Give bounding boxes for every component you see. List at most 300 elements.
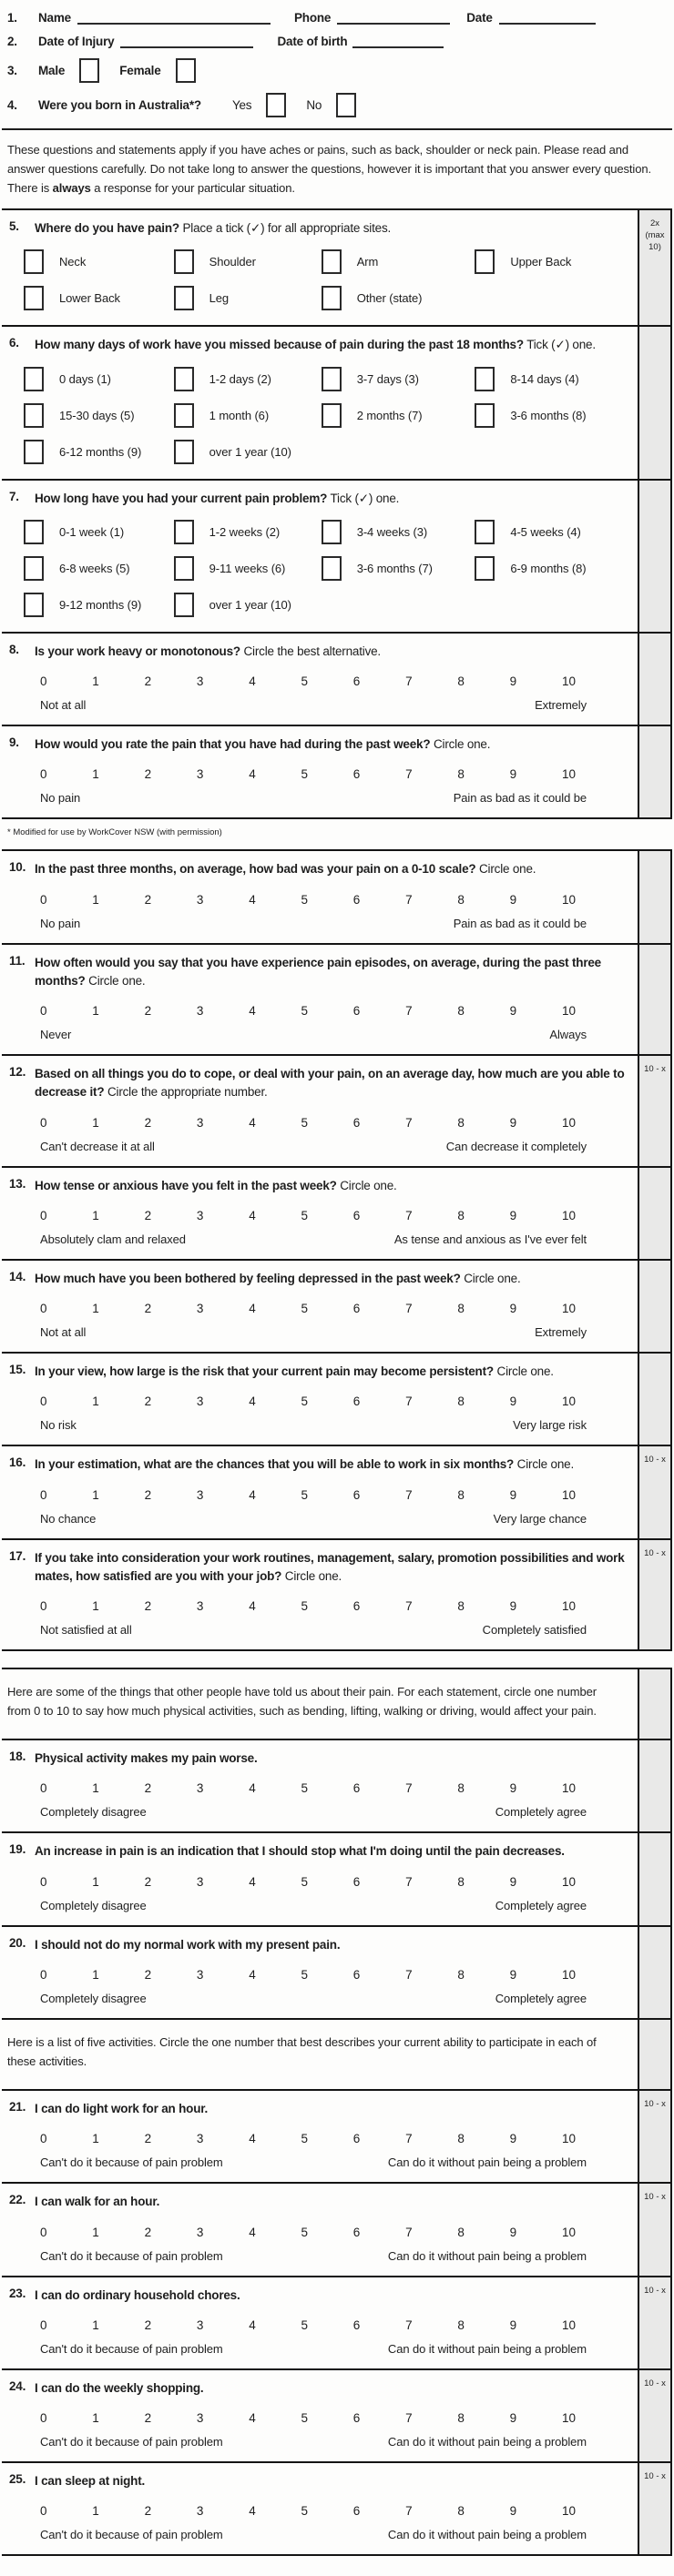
scale-point-8[interactable]: 8	[457, 1115, 465, 1130]
scale-point-5[interactable]: 5	[301, 2504, 308, 2519]
scale-point-4[interactable]: 4	[249, 2411, 256, 2426]
scale-point-3[interactable]: 3	[196, 1115, 204, 1130]
option-checkbox[interactable]	[174, 440, 194, 464]
scale-point-5[interactable]: 5	[301, 1967, 308, 1982]
scale-point-6[interactable]: 6	[352, 2225, 361, 2239]
question-number: 14.	[9, 1269, 26, 1283]
scale-point-3[interactable]: 3	[196, 1874, 204, 1889]
question-number: 8.	[9, 642, 19, 656]
scale-point-2[interactable]: 2	[144, 1599, 152, 1614]
scale-point-6[interactable]: 6	[352, 1967, 361, 1982]
question-statement: Is your work heavy or monotonous?	[35, 644, 240, 658]
scale-point-4[interactable]: 4	[249, 1599, 256, 1614]
scale-point-3[interactable]: 3	[196, 674, 204, 689]
scale-point-4[interactable]: 4	[249, 1208, 256, 1222]
scale-anchor-right: Can do it without pain being a problem	[387, 2155, 587, 2170]
scale-point-0[interactable]: 0	[40, 1004, 47, 1019]
option-checkbox[interactable]	[24, 403, 44, 428]
scale-point-0[interactable]: 0	[40, 892, 47, 907]
scale-point-0[interactable]: 0	[40, 1115, 47, 1130]
scale-point-0[interactable]: 0	[40, 1967, 47, 1982]
scale-point-10[interactable]: 10	[561, 1115, 576, 1130]
scale-point-4[interactable]: 4	[249, 1874, 256, 1889]
phone-fill-line[interactable]	[337, 13, 450, 25]
scale-point-8[interactable]: 8	[457, 1004, 465, 1019]
scale-point-7[interactable]: 7	[405, 1874, 413, 1889]
option-label: 3-6 months (8)	[510, 408, 587, 422]
scale-point-3[interactable]: 3	[196, 767, 204, 782]
scale-point-7[interactable]: 7	[405, 2317, 413, 2332]
scale-point-7[interactable]: 7	[405, 2504, 413, 2519]
scale-point-5[interactable]: 5	[301, 767, 308, 782]
scale-point-2[interactable]: 2	[144, 1487, 152, 1502]
scale-point-9[interactable]: 9	[509, 1004, 517, 1019]
scale-point-0[interactable]: 0	[40, 2411, 47, 2426]
scale-point-2[interactable]: 2	[144, 1874, 152, 1889]
scale-point-5[interactable]: 5	[301, 1394, 308, 1409]
scale-point-2[interactable]: 2	[144, 1115, 152, 1130]
scale-point-10[interactable]: 10	[561, 1874, 576, 1889]
scale-point-10[interactable]: 10	[561, 674, 576, 689]
no-checkbox[interactable]	[336, 93, 356, 117]
scale-anchors	[40, 1992, 587, 2005]
scale-point-4[interactable]: 4	[249, 1302, 256, 1316]
scale-point-1[interactable]: 1	[92, 2225, 99, 2239]
scale-point-6[interactable]: 6	[352, 767, 361, 782]
scale-point-8[interactable]: 8	[457, 1874, 465, 1889]
scale-point-6[interactable]: 6	[352, 1004, 361, 1019]
name-fill-line[interactable]	[77, 13, 271, 25]
option-checkbox[interactable]	[475, 367, 495, 391]
scale-point-2[interactable]: 2	[144, 1302, 152, 1316]
score-cell	[638, 210, 672, 325]
scale-point-7[interactable]: 7	[405, 674, 413, 689]
scale-point-7[interactable]: 7	[405, 1599, 413, 1614]
option-label: Leg	[209, 291, 230, 306]
question-statement: How much have you been bothered by feeling depressed in the past week?	[35, 1271, 461, 1285]
male-checkbox[interactable]	[79, 58, 99, 83]
scale-point-9[interactable]: 9	[509, 1487, 517, 1502]
scale-point-0[interactable]: 0	[40, 1781, 47, 1796]
scale-point-1[interactable]: 1	[92, 1208, 99, 1222]
scale-point-10[interactable]: 10	[561, 2132, 576, 2146]
option-label: 1-2 days (2)	[209, 371, 271, 386]
scale-point-2[interactable]: 2	[144, 1781, 152, 1796]
scale-point-7[interactable]: 7	[405, 1302, 413, 1316]
scale-point-1[interactable]: 1	[92, 1599, 99, 1614]
scale-anchor-right: Extremely	[535, 1325, 587, 1340]
scale-point-3[interactable]: 3	[196, 2411, 204, 2426]
scale-point-4[interactable]: 4	[249, 892, 256, 907]
scale-point-6[interactable]: 6	[352, 1599, 361, 1614]
female-label: Female	[119, 64, 161, 77]
scale-anchor-left: No chance	[40, 1511, 97, 1526]
score-text: 10 - x	[644, 1064, 666, 1075]
scale-point-5[interactable]: 5	[301, 1004, 308, 1019]
scale-point-5[interactable]: 5	[301, 2225, 308, 2239]
phone-label: Phone	[293, 11, 332, 25]
option-checkbox[interactable]	[24, 367, 44, 391]
scale-point-5[interactable]: 5	[301, 1115, 308, 1130]
scale-point-0[interactable]: 0	[40, 2132, 47, 2146]
scale-point-1[interactable]: 1	[92, 1004, 99, 1019]
scale-point-1[interactable]: 1	[92, 2132, 99, 2146]
scale-point-9[interactable]: 9	[509, 2317, 517, 2332]
option-checkbox[interactable]	[322, 367, 342, 391]
question-statement: Physical activity makes my pain worse.	[35, 1751, 258, 1766]
scale-point-2[interactable]: 2	[144, 674, 152, 689]
scale-point-3[interactable]: 3	[196, 892, 204, 907]
scale-numbers	[40, 1116, 576, 1130]
scale-point-5[interactable]: 5	[301, 1302, 308, 1316]
scale-point-8[interactable]: 8	[457, 2225, 465, 2239]
scale-point-2[interactable]: 2	[144, 2132, 152, 2146]
scale-point-10[interactable]: 10	[561, 2411, 576, 2426]
form-section	[2, 2463, 672, 2556]
scale-point-4[interactable]: 4	[249, 1394, 256, 1409]
scale-point-2[interactable]: 2	[144, 2225, 152, 2239]
option-checkbox[interactable]	[24, 440, 44, 464]
scale-point-7[interactable]: 7	[405, 2132, 413, 2146]
scale-point-0[interactable]: 0	[40, 1599, 47, 1614]
option-label: over 1 year (10)	[209, 597, 291, 612]
question-text	[35, 2193, 159, 2211]
scale-anchor-left: Can't do it because of pain problem	[40, 2248, 223, 2263]
question-text	[35, 860, 536, 878]
scale-point-2[interactable]: 2	[144, 2504, 152, 2519]
scale-point-1[interactable]: 1	[92, 1874, 99, 1889]
scale-point-5[interactable]: 5	[301, 674, 308, 689]
scale-anchor-right: Extremely	[535, 698, 587, 713]
option-checkbox[interactable]	[322, 403, 342, 428]
scale-point-1[interactable]: 1	[92, 674, 99, 689]
scale-point-0[interactable]: 0	[40, 2225, 47, 2239]
scale-point-8[interactable]: 8	[457, 892, 465, 907]
scale-point-5[interactable]: 5	[301, 1874, 308, 1889]
scale-point-3[interactable]: 3	[196, 2132, 204, 2146]
scale-point-1[interactable]: 1	[92, 1487, 99, 1502]
option-checkbox[interactable]	[24, 520, 44, 544]
date-fill-line[interactable]	[499, 13, 596, 25]
option-label: 3-7 days (3)	[356, 371, 419, 386]
yes-checkbox[interactable]	[266, 93, 286, 117]
scale-point-4[interactable]: 4	[249, 2225, 256, 2239]
question-line	[5, 219, 632, 238]
scale-point-0[interactable]: 0	[40, 1302, 47, 1316]
scale-point-10[interactable]: 10	[561, 2225, 576, 2239]
scale-point-3[interactable]: 3	[196, 2504, 204, 2519]
question-line	[5, 1065, 632, 1102]
scale-point-7[interactable]: 7	[405, 1967, 413, 1982]
scale-point-8[interactable]: 8	[457, 2411, 465, 2426]
option-checkbox[interactable]	[174, 367, 194, 391]
scale-point-7[interactable]: 7	[405, 1004, 413, 1019]
scale-point-6[interactable]: 6	[352, 2317, 361, 2332]
scale-point-4[interactable]: 4	[249, 1487, 256, 1502]
intro-text: These questions and statements apply if you have aches or pains, such as back, shoulder or neck pain. Please read and answer questions carefully. Do not take long to answer the questions, however it is important that you answer every question. There is	[7, 143, 651, 196]
option-label: 3-6 months (7)	[356, 561, 433, 575]
scale-point-2[interactable]: 2	[144, 1967, 152, 1982]
scale-point-9[interactable]: 9	[509, 1208, 517, 1222]
scale-point-3[interactable]: 3	[196, 1781, 204, 1796]
option-checkbox[interactable]	[174, 593, 194, 617]
header-row-4	[7, 93, 667, 117]
scale-point-9[interactable]: 9	[509, 1874, 517, 1889]
scale-point-0[interactable]: 0	[40, 674, 47, 689]
scale-point-9[interactable]: 9	[509, 1302, 517, 1316]
scale-point-5[interactable]: 5	[301, 1208, 308, 1222]
option-checkbox[interactable]	[174, 403, 194, 428]
scale-point-0[interactable]: 0	[40, 1487, 47, 1502]
question-number: 12.	[9, 1065, 26, 1080]
score-cell	[638, 327, 672, 478]
scale-point-6[interactable]: 6	[352, 1781, 361, 1796]
date-of-injury-label: Date of Injury	[38, 35, 115, 48]
scale-point-8[interactable]: 8	[457, 674, 465, 689]
option-checkbox[interactable]	[24, 556, 44, 581]
option-checkbox[interactable]	[475, 403, 495, 428]
scale-point-4[interactable]: 4	[249, 2317, 256, 2332]
scale-point-2[interactable]: 2	[144, 1394, 152, 1409]
scale-point-8[interactable]: 8	[457, 1302, 465, 1316]
scale-point-10[interactable]: 10	[561, 2317, 576, 2332]
scale-point-8[interactable]: 8	[457, 1967, 465, 1982]
scale-point-2[interactable]: 2	[144, 767, 152, 782]
scale-point-7[interactable]: 7	[405, 1487, 413, 1502]
scale-point-5[interactable]: 5	[301, 1487, 308, 1502]
score-text: 10 - x	[644, 2378, 666, 2388]
scale-point-1[interactable]: 1	[92, 2504, 99, 2519]
scale-point-10[interactable]: 10	[561, 1967, 576, 1982]
scale-point-8[interactable]: 8	[457, 1781, 465, 1796]
scale-point-6[interactable]: 6	[352, 1487, 361, 1502]
scale-point-6[interactable]: 6	[352, 1394, 361, 1409]
score-cell	[638, 1354, 672, 1445]
scale-point-10[interactable]: 10	[561, 892, 576, 907]
scale-point-3[interactable]: 3	[196, 1302, 204, 1316]
scale-point-1[interactable]: 1	[92, 892, 99, 907]
name-label: Name	[38, 11, 71, 25]
scale-point-8[interactable]: 8	[457, 767, 465, 782]
scale-point-10[interactable]: 10	[561, 1781, 576, 1796]
scale-point-9[interactable]: 9	[509, 892, 517, 907]
question-line	[5, 1270, 632, 1288]
scale-point-2[interactable]: 2	[144, 1004, 152, 1019]
scale-point-3[interactable]: 3	[196, 1004, 204, 1019]
option-checkbox[interactable]	[24, 286, 44, 310]
scale-point-1[interactable]: 1	[92, 1967, 99, 1982]
scale-point-2[interactable]: 2	[144, 892, 152, 907]
scale-point-4[interactable]: 4	[249, 674, 256, 689]
scale-point-1[interactable]: 1	[92, 1302, 99, 1316]
scale-point-10[interactable]: 10	[561, 1302, 576, 1316]
scale-point-0[interactable]: 0	[40, 2504, 47, 2519]
scale-point-4[interactable]: 4	[249, 1781, 256, 1796]
scale-point-6[interactable]: 6	[352, 1208, 361, 1222]
female-checkbox[interactable]	[176, 58, 196, 83]
scale-point-10[interactable]: 10	[561, 1599, 576, 1614]
question-text	[35, 1455, 574, 1474]
scale-point-3[interactable]: 3	[196, 1967, 204, 1982]
scale-point-10[interactable]: 10	[561, 1208, 576, 1222]
scale-point-8[interactable]: 8	[457, 1487, 465, 1502]
option	[174, 367, 322, 391]
option-label: 8-14 days (4)	[510, 371, 579, 386]
scale-point-6[interactable]: 6	[352, 892, 361, 907]
scale-point-9[interactable]: 9	[509, 2411, 517, 2426]
question-statement: How long have you had your current pain problem?	[35, 491, 328, 505]
scale-point-9[interactable]: 9	[509, 2225, 517, 2239]
scale-point-7[interactable]: 7	[405, 2225, 413, 2239]
scale-point-2[interactable]: 2	[144, 2411, 152, 2426]
scale-point-8[interactable]: 8	[457, 1599, 465, 1614]
scale-point-7[interactable]: 7	[405, 1781, 413, 1796]
scale-point-8[interactable]: 8	[457, 1208, 465, 1222]
scale-point-1[interactable]: 1	[92, 1781, 99, 1796]
scale-point-7[interactable]: 7	[405, 2411, 413, 2426]
scale-anchor-left: Can't do it because of pain problem	[40, 2341, 223, 2356]
scale-point-3[interactable]: 3	[196, 1394, 204, 1409]
item-number: 3.	[7, 64, 17, 77]
scale-point-0[interactable]: 0	[40, 1394, 47, 1409]
scale-point-1[interactable]: 1	[92, 1394, 99, 1409]
scale-point-5[interactable]: 5	[301, 892, 308, 907]
scale-point-9[interactable]: 9	[509, 2504, 517, 2519]
question-number: 13.	[9, 1176, 26, 1191]
scale-point-4[interactable]: 4	[249, 767, 256, 782]
scale-point-0[interactable]: 0	[40, 2317, 47, 2332]
question-statement: I can walk for an hour.	[35, 2195, 160, 2209]
scale-point-1[interactable]: 1	[92, 767, 99, 782]
scale-point-3[interactable]: 3	[196, 1487, 204, 1502]
scale-point-0[interactable]: 0	[40, 767, 47, 782]
scale-point-6[interactable]: 6	[352, 1115, 361, 1130]
question-block	[2, 1668, 672, 2556]
option	[322, 286, 475, 310]
scale-point-7[interactable]: 7	[405, 1115, 413, 1130]
scale-point-7[interactable]: 7	[405, 1208, 413, 1222]
scale-anchor-left: Not at all	[40, 698, 87, 713]
scale-point-9[interactable]: 9	[509, 1599, 517, 1614]
scale-point-4[interactable]: 4	[249, 2504, 256, 2519]
scale-point-0[interactable]: 0	[40, 1208, 47, 1222]
question-line	[5, 1842, 632, 1861]
option-checkbox[interactable]	[322, 556, 342, 581]
scale-point-1[interactable]: 1	[92, 2317, 99, 2332]
scale-anchors	[40, 2435, 587, 2449]
option-checkbox[interactable]	[174, 286, 194, 310]
option-checkbox[interactable]	[174, 556, 194, 581]
scale-anchor-right: Very large chance	[493, 1511, 587, 1526]
scale-point-8[interactable]: 8	[457, 2317, 465, 2332]
scale-point-5[interactable]: 5	[301, 1599, 308, 1614]
option-checkbox[interactable]	[322, 520, 342, 544]
scale-point-9[interactable]: 9	[509, 1781, 517, 1796]
scale-point-7[interactable]: 7	[405, 1394, 413, 1409]
score-cell	[638, 1168, 672, 1259]
scale-point-9[interactable]: 9	[509, 1394, 517, 1409]
scale-point-5[interactable]: 5	[301, 2411, 308, 2426]
scale-point-7[interactable]: 7	[405, 892, 413, 907]
option-checkbox[interactable]	[475, 520, 495, 544]
scale-point-4[interactable]: 4	[249, 1115, 256, 1130]
scale-point-9[interactable]: 9	[509, 674, 517, 689]
scale-point-6[interactable]: 6	[352, 1874, 361, 1889]
scale-point-6[interactable]: 6	[352, 2132, 361, 2146]
scale-point-4[interactable]: 4	[249, 1004, 256, 1019]
scale-point-10[interactable]: 10	[561, 2504, 576, 2519]
scale-point-6[interactable]: 6	[352, 2411, 361, 2426]
option-checkbox[interactable]	[174, 249, 194, 274]
scale-point-9[interactable]: 9	[509, 2132, 517, 2146]
score-cell	[638, 2277, 672, 2368]
scale-point-3[interactable]: 3	[196, 2225, 204, 2239]
question-number: 5.	[9, 219, 19, 234]
scale-point-4[interactable]: 4	[249, 1967, 256, 1982]
question-statement: In the past three months, on average, how bad was your pain on a 0-10 scale?	[35, 862, 476, 877]
scale-point-6[interactable]: 6	[352, 2504, 361, 2519]
scale-point-8[interactable]: 8	[457, 2132, 465, 2146]
scale-point-3[interactable]: 3	[196, 2317, 204, 2332]
option-checkbox[interactable]	[24, 249, 44, 274]
question-line	[5, 1749, 632, 1768]
scale-point-10[interactable]: 10	[561, 1004, 576, 1019]
scale-point-1[interactable]: 1	[92, 1115, 99, 1130]
scale-point-5[interactable]: 5	[301, 2317, 308, 2332]
scale-point-9[interactable]: 9	[509, 1967, 517, 1982]
form-section	[2, 1740, 672, 1833]
scale-point-10[interactable]: 10	[561, 1487, 576, 1502]
scale-point-1[interactable]: 1	[92, 2411, 99, 2426]
scale-point-0[interactable]: 0	[40, 1874, 47, 1889]
score-text: 10 - x	[644, 2285, 666, 2296]
scale-point-3[interactable]: 3	[196, 1599, 204, 1614]
option-checkbox[interactable]	[174, 520, 194, 544]
date-of-injury-fill-line[interactable]	[120, 36, 253, 48]
question-instruction: Circle the appropriate number.	[107, 1085, 268, 1100]
scale-point-6[interactable]: 6	[352, 674, 361, 689]
score-cell	[638, 1833, 672, 1924]
option-label: Arm	[356, 255, 379, 269]
scale-point-2[interactable]: 2	[144, 1208, 152, 1222]
option	[24, 556, 174, 581]
scale-point-8[interactable]: 8	[457, 1394, 465, 1409]
scale-point-9[interactable]: 9	[509, 1115, 517, 1130]
scale-point-3[interactable]: 3	[196, 1208, 204, 1222]
scale-point-9[interactable]: 9	[509, 767, 517, 782]
date-of-birth-fill-line[interactable]	[352, 36, 444, 48]
scale-point-6[interactable]: 6	[352, 1302, 361, 1316]
scale-point-2[interactable]: 2	[144, 2317, 152, 2332]
scale-point-5[interactable]: 5	[301, 2132, 308, 2146]
option	[24, 286, 174, 310]
scale-point-10[interactable]: 10	[561, 1394, 576, 1409]
scale-point-10[interactable]: 10	[561, 767, 576, 782]
question-text	[35, 1842, 565, 1861]
scale-point-8[interactable]: 8	[457, 2504, 465, 2519]
option-checkbox[interactable]	[322, 249, 342, 274]
scale-point-7[interactable]: 7	[405, 767, 413, 782]
option-checkbox[interactable]	[475, 556, 495, 581]
scale-point-4[interactable]: 4	[249, 2132, 256, 2146]
option-checkbox[interactable]	[475, 249, 495, 274]
question-number: 19.	[9, 1842, 26, 1857]
option-checkbox[interactable]	[24, 593, 44, 617]
score-cell	[638, 1446, 672, 1537]
score-cell	[638, 1261, 672, 1352]
scale-point-5[interactable]: 5	[301, 1781, 308, 1796]
option-checkbox[interactable]	[322, 286, 342, 310]
